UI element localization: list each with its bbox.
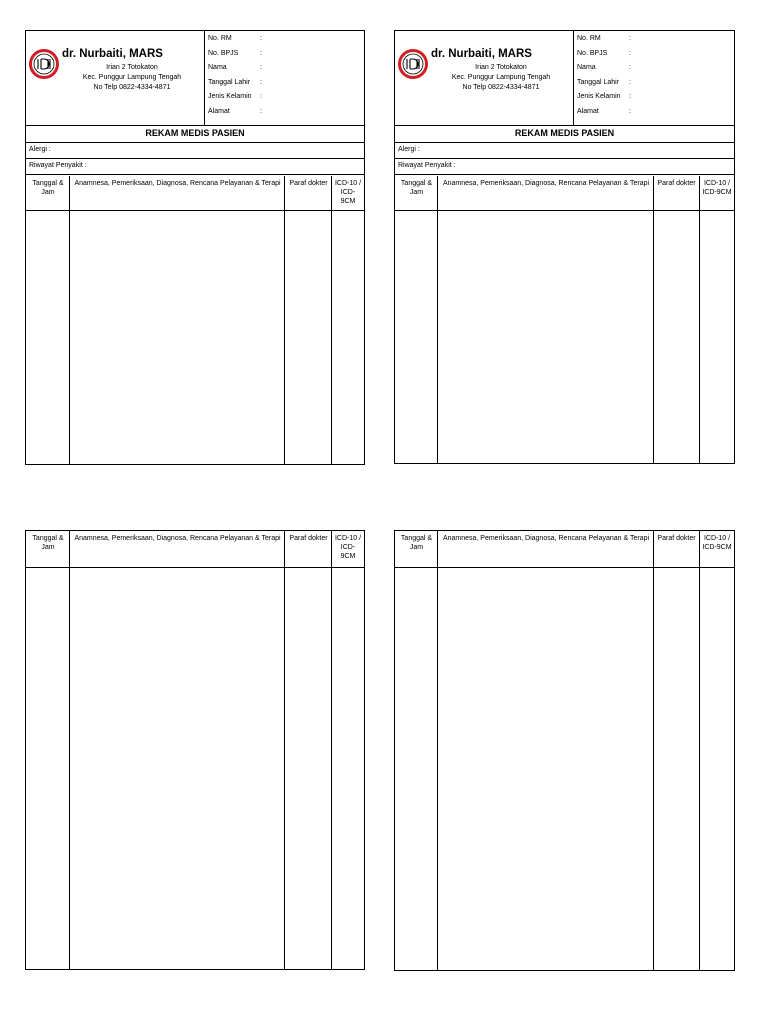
records-table: [26, 176, 364, 464]
header-date: Tanggal & Jam: [32, 535, 64, 551]
patient-fields: [208, 32, 262, 120]
header-signature: Paraf dokter: [289, 535, 328, 542]
header-icd: ICD-10 / ICD-9CM: [334, 180, 362, 205]
header-notes: Anamnesa, Pemeriksaan, Diagnosa, Rencana Pelayanan & Terapi: [74, 180, 281, 187]
medical-record-card-4: [394, 530, 735, 971]
field-alamat[interactable]: Alamat :: [577, 107, 631, 115]
medical-record-card-3: [25, 530, 365, 970]
col-notes[interactable]: [438, 176, 654, 463]
col-signature[interactable]: [654, 176, 700, 463]
clinic-header: [26, 31, 364, 126]
allergy-field[interactable]: Alergi :: [26, 143, 364, 159]
field-jenis-kelamin[interactable]: Jenis Kelamin :: [577, 93, 631, 101]
clinic-header: [395, 31, 734, 126]
field-nama[interactable]: Nama :: [208, 64, 262, 72]
col-date[interactable]: [26, 176, 70, 464]
header-date: Tanggal & Jam: [400, 535, 433, 551]
field-no-bpjs[interactable]: No. BPJS :: [577, 49, 631, 57]
records-table: [395, 176, 734, 463]
field-tanggal-lahir[interactable]: Tanggal Lahir :: [577, 78, 631, 86]
col-notes[interactable]: [70, 531, 285, 969]
clinic-info: [26, 31, 205, 125]
address-line-2: Kec. Punggur Lampung Tengah: [451, 74, 551, 81]
header-icd: ICD-10 / ICD-9CM: [334, 535, 362, 560]
form-title: REKAM MEDIS PASIEN: [395, 125, 734, 143]
phone-number: No Telp 0822-4334-4871: [93, 84, 171, 91]
field-no-rm[interactable]: No. RM :: [208, 35, 262, 42]
field-jenis-kelamin[interactable]: Jenis Kelamin :: [208, 93, 262, 101]
history-field[interactable]: Riwayat Penyakit :: [26, 159, 364, 175]
table-header: [26, 176, 364, 211]
field-alamat[interactable]: Alamat :: [208, 107, 262, 115]
history-field[interactable]: Riwayat Penyakit :: [395, 159, 734, 175]
patient-fields: [577, 32, 631, 120]
header-date: Tanggal & Jam: [400, 180, 433, 196]
header-date: Tanggal & Jam: [32, 180, 64, 196]
clinic-info: [395, 31, 574, 125]
address-line-1: Irian 2 Totokaton: [475, 64, 527, 71]
field-no-bpjs[interactable]: No. BPJS :: [208, 49, 262, 57]
field-tanggal-lahir[interactable]: Tanggal Lahir :: [208, 78, 262, 86]
table-header: [395, 531, 734, 568]
medical-record-card-2: [394, 30, 735, 464]
header-notes: Anamnesa, Pemeriksaan, Diagnosa, Rencana Pelayanan & Terapi: [442, 180, 650, 187]
field-no-rm[interactable]: No. RM :: [577, 35, 631, 42]
col-signature[interactable]: [654, 531, 700, 970]
col-date[interactable]: [395, 531, 438, 970]
col-date[interactable]: [26, 531, 70, 969]
records-table: [395, 531, 734, 970]
form-title: REKAM MEDIS PASIEN: [26, 125, 364, 143]
idi-logo-icon: [29, 49, 59, 79]
col-signature[interactable]: [285, 176, 332, 464]
header-signature: Paraf dokter: [289, 180, 328, 187]
doctor-name: dr. Nurbaiti, MARS: [431, 48, 532, 60]
table-header: [26, 531, 364, 568]
header-notes: Anamnesa, Pemeriksaan, Diagnosa, Rencana Pelayanan & Terapi: [74, 535, 281, 542]
phone-number: No Telp 0822-4334-4871: [462, 84, 540, 91]
header-icd: ICD-10 / ICD-9CM: [702, 180, 732, 196]
address-line-1: Irian 2 Totokaton: [106, 64, 158, 71]
col-notes[interactable]: [70, 176, 285, 464]
header-signature: Paraf dokter: [657, 535, 696, 542]
medical-record-card-1: [25, 30, 365, 465]
header-notes: Anamnesa, Pemeriksaan, Diagnosa, Rencana Pelayanan & Terapi: [442, 535, 650, 542]
doctor-name: dr. Nurbaiti, MARS: [62, 48, 163, 60]
header-signature: Paraf dokter: [657, 180, 696, 187]
allergy-field[interactable]: Alergi :: [395, 143, 734, 159]
col-notes[interactable]: [438, 531, 654, 970]
field-nama[interactable]: Nama :: [577, 64, 631, 72]
col-date[interactable]: [395, 176, 438, 463]
header-icd: ICD-10 / ICD-9CM: [702, 535, 732, 551]
records-table: [26, 531, 364, 969]
idi-logo-icon: [398, 49, 428, 79]
address-line-2: Kec. Punggur Lampung Tengah: [82, 74, 182, 81]
table-header: [395, 176, 734, 211]
col-signature[interactable]: [285, 531, 332, 969]
